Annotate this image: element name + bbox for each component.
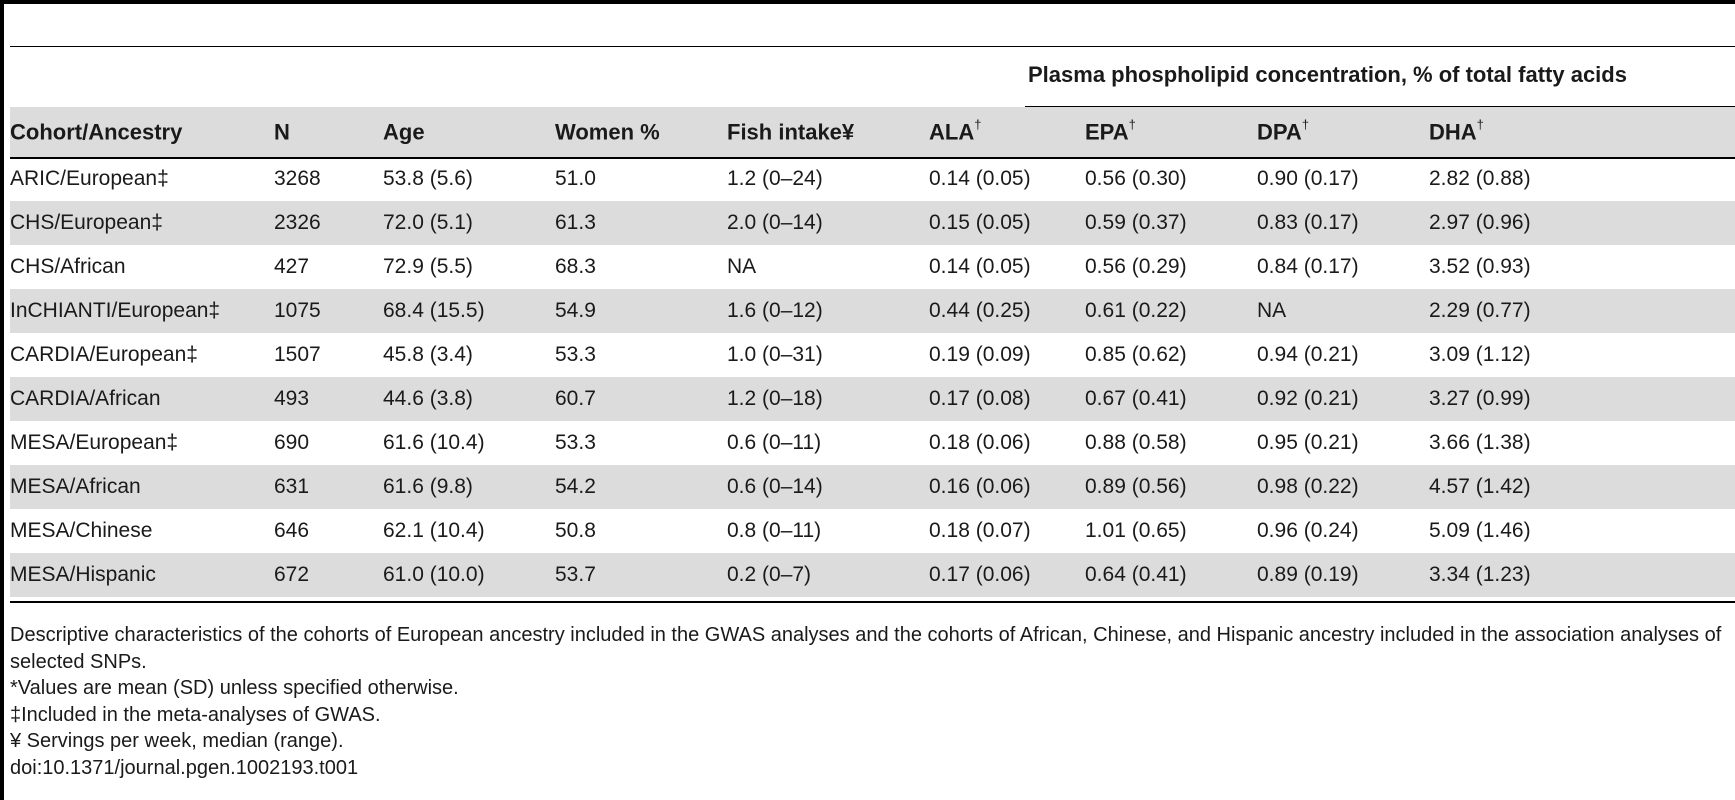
cell-women: 53.7 xyxy=(555,553,727,597)
left-border xyxy=(0,0,4,800)
cell-women: 60.7 xyxy=(555,377,727,421)
cell-epa: 0.85 (0.62) xyxy=(1085,343,1187,366)
table-row xyxy=(10,421,1735,465)
table-bottom-rule xyxy=(10,601,1735,603)
cell-n: 690 xyxy=(274,431,310,454)
cell-ala: 0.15 (0.05) xyxy=(929,201,1085,245)
table-row xyxy=(10,201,1735,245)
cell-dpa: NA xyxy=(1257,289,1429,333)
cell-cohort: MESA/Chinese xyxy=(10,519,153,542)
cell-epa: 0.67 (0.41) xyxy=(1085,377,1257,421)
cell-ala: 0.17 (0.06) xyxy=(929,553,1085,597)
cell-dpa: 0.92 (0.21) xyxy=(1257,377,1429,421)
cell-dha: 5.09 (1.46) xyxy=(1429,519,1531,542)
cell-n: 1075 xyxy=(274,289,383,333)
cell-age: 44.6 (3.8) xyxy=(383,377,555,421)
cell-epa: 0.59 (0.37) xyxy=(1085,201,1257,245)
cell-n: 427 xyxy=(274,255,310,278)
cell-n: 1507 xyxy=(274,343,321,366)
cell-epa: 0.64 (0.41) xyxy=(1085,553,1257,597)
cell-ala: 0.14 (0.05) xyxy=(929,167,1031,190)
cell-dpa: 0.96 (0.24) xyxy=(1257,519,1359,542)
cell-dpa: 0.89 (0.19) xyxy=(1257,553,1429,597)
cell-dpa: 0.98 (0.22) xyxy=(1257,465,1429,509)
cell-women: 68.3 xyxy=(555,255,596,278)
cell-cohort: CHS/European‡ xyxy=(10,201,274,245)
table-row xyxy=(10,509,1735,553)
cell-dha: 3.09 (1.12) xyxy=(1429,343,1531,366)
table-row xyxy=(10,377,1735,421)
cell-women: 54.9 xyxy=(555,289,727,333)
cell-cohort: MESA/African xyxy=(10,465,274,509)
cell-age: 61.0 (10.0) xyxy=(383,553,555,597)
cell-dha: 3.66 (1.38) xyxy=(1429,431,1531,454)
cell-age: 61.6 (9.8) xyxy=(383,465,555,509)
plasma-group-header: Plasma phospholipid concentration, % of total fatty acids xyxy=(1028,62,1627,87)
top-border xyxy=(0,0,1735,4)
cell-epa: 0.56 (0.29) xyxy=(1085,255,1187,278)
cell-epa: 0.88 (0.58) xyxy=(1085,431,1187,454)
cell-n: 493 xyxy=(274,377,383,421)
cell-dha: 4.57 (1.42) xyxy=(1429,465,1735,509)
col-header-fish: Fish intake¥ xyxy=(727,107,929,157)
table-row xyxy=(10,289,1735,333)
table-row xyxy=(10,333,1735,377)
col-header-cohort: Cohort/Ancestry xyxy=(10,107,274,157)
cell-cohort: ARIC/European‡ xyxy=(10,167,169,190)
cell-fish: 0.6 (0–11) xyxy=(727,431,822,454)
table-row xyxy=(10,465,1735,509)
cell-fish: 1.2 (0–18) xyxy=(727,377,929,421)
cell-epa: 1.01 (0.65) xyxy=(1085,519,1187,542)
cell-cohort: MESA/Hispanic xyxy=(10,553,274,597)
cell-epa: 0.89 (0.56) xyxy=(1085,465,1257,509)
footnote-values: *Values are mean (SD) unless specified otherwise. xyxy=(10,677,459,699)
cell-cohort: InCHIANTI/European‡ xyxy=(10,289,274,333)
cell-fish: 0.6 (0–14) xyxy=(727,465,929,509)
cell-dha: 3.27 (0.99) xyxy=(1429,377,1735,421)
cell-dha: 2.82 (0.88) xyxy=(1429,167,1531,190)
cell-dpa: 0.95 (0.21) xyxy=(1257,431,1359,454)
col-header-dha: DHA† xyxy=(1429,107,1735,157)
cell-cohort: MESA/European‡ xyxy=(10,431,179,454)
cell-n: 672 xyxy=(274,553,383,597)
cell-age: 45.8 (3.4) xyxy=(383,343,473,366)
cell-dpa: 0.94 (0.21) xyxy=(1257,343,1359,366)
cell-dha: 2.29 (0.77) xyxy=(1429,289,1735,333)
cell-women: 51.0 xyxy=(555,167,596,190)
cell-dpa: 0.90 (0.17) xyxy=(1257,167,1359,190)
cell-age: 61.6 (10.4) xyxy=(383,431,485,454)
cell-women: 54.2 xyxy=(555,465,727,509)
cell-epa: 0.61 (0.22) xyxy=(1085,289,1257,333)
col-header-dpa: DPA† xyxy=(1257,107,1429,157)
cell-ala: 0.17 (0.08) xyxy=(929,377,1085,421)
cell-age: 72.0 (5.1) xyxy=(383,201,555,245)
col-header-ala: ALA† xyxy=(929,107,1085,157)
cell-fish: 1.0 (0–31) xyxy=(727,343,823,366)
cell-ala: 0.19 (0.09) xyxy=(929,343,1031,366)
cell-women: 53.3 xyxy=(555,343,596,366)
cohort-table xyxy=(10,107,1735,597)
cell-ala: 0.16 (0.06) xyxy=(929,465,1085,509)
cell-cohort: CARDIA/European‡ xyxy=(10,343,198,366)
cell-fish: 0.8 (0–11) xyxy=(727,519,822,542)
cell-fish: 1.2 (0–24) xyxy=(727,167,823,190)
cell-ala: 0.18 (0.07) xyxy=(929,519,1031,542)
cell-n: 3268 xyxy=(274,167,321,190)
cell-fish: NA xyxy=(727,255,757,278)
cell-age: 68.4 (15.5) xyxy=(383,289,555,333)
footnote-description: Descriptive characteristics of the cohorts of European ancestry included in the GWAS analyses and the cohorts of African, Chinese, and Hispanic ancestry included in the association analyses of selected SNPs. xyxy=(10,624,1722,673)
cell-age: 62.1 (10.4) xyxy=(383,519,485,542)
doi-link[interactable]: doi:10.1371/journal.pgen.1002193.t001 xyxy=(10,756,359,779)
table-footnotes xyxy=(10,622,1730,781)
table-row xyxy=(10,157,1735,201)
cell-cohort: CARDIA/African xyxy=(10,377,274,421)
cell-cohort: CHS/African xyxy=(10,255,126,278)
cell-dpa: 0.84 (0.17) xyxy=(1257,255,1359,278)
cell-fish: 0.2 (0–7) xyxy=(727,553,929,597)
cell-dha: 3.52 (0.93) xyxy=(1429,255,1531,278)
col-header-epa: EPA† xyxy=(1085,107,1257,157)
cell-age: 72.9 (5.5) xyxy=(383,255,473,278)
table-top-rule xyxy=(10,46,1735,47)
cell-dpa: 0.83 (0.17) xyxy=(1257,201,1429,245)
footnote-fish: ¥ Servings per week, median (range). xyxy=(10,730,344,752)
col-header-n: N xyxy=(274,107,383,157)
cell-epa: 0.56 (0.30) xyxy=(1085,167,1187,190)
table-row xyxy=(10,245,1735,289)
cell-n: 2326 xyxy=(274,201,383,245)
table-row xyxy=(10,553,1735,597)
col-header-women: Women % xyxy=(555,107,727,157)
cell-n: 631 xyxy=(274,465,383,509)
cell-dha: 2.97 (0.96) xyxy=(1429,201,1735,245)
cell-women: 61.3 xyxy=(555,201,727,245)
cell-fish: 2.0 (0–14) xyxy=(727,201,929,245)
cell-women: 53.3 xyxy=(555,431,596,454)
cell-dha: 3.34 (1.23) xyxy=(1429,553,1735,597)
cell-ala: 0.14 (0.05) xyxy=(929,255,1031,278)
header-row xyxy=(10,107,1735,157)
cell-fish: 1.6 (0–12) xyxy=(727,289,929,333)
cell-n: 646 xyxy=(274,519,310,542)
cell-age: 53.8 (5.6) xyxy=(383,167,473,190)
cell-ala: 0.44 (0.25) xyxy=(929,289,1085,333)
col-header-age: Age xyxy=(383,107,555,157)
header-bottom-rule xyxy=(10,157,1735,159)
cell-ala: 0.18 (0.06) xyxy=(929,431,1031,454)
cell-women: 50.8 xyxy=(555,519,596,542)
table-body xyxy=(10,157,1735,597)
footnote-meta: ‡Included in the meta-analyses of GWAS. xyxy=(10,703,381,726)
